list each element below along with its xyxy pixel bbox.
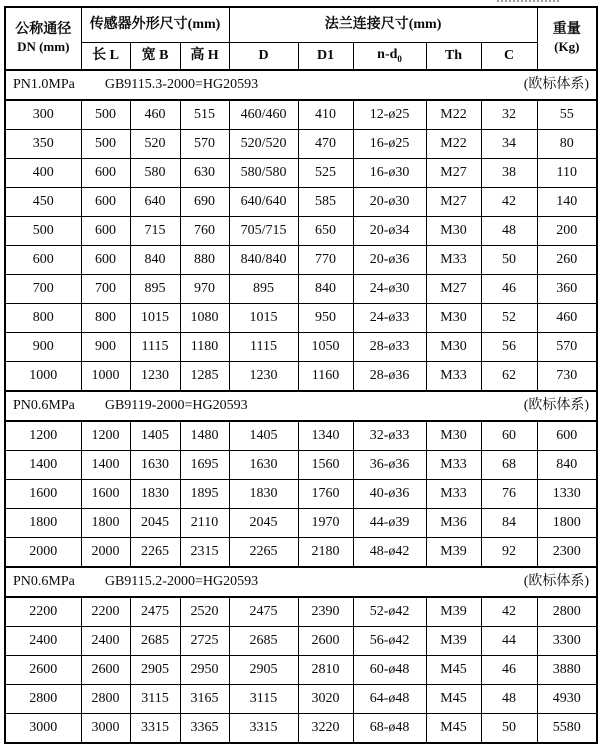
cell-thread-th: M45 — [426, 714, 481, 744]
pressure-rating-label: PN0.6MPa — [13, 397, 75, 413]
cell-thread-th: M30 — [426, 217, 481, 246]
cell-thread-th: M36 — [426, 509, 481, 538]
table-row — [5, 656, 597, 685]
cell-dn: 300 — [5, 100, 81, 130]
cell-weight: 730 — [537, 362, 597, 392]
cell-flange-d1: 585 — [298, 188, 353, 217]
cell-height-h: 515 — [180, 100, 229, 130]
cell-weight: 460 — [537, 304, 597, 333]
cell-length-l: 900 — [81, 333, 130, 362]
header-weight-unit: (Kg) — [554, 39, 580, 55]
cell-height-h: 1080 — [180, 304, 229, 333]
header-sensor-group: 传感器外形尺寸(mm) — [81, 7, 229, 43]
cell-flange-c: 44 — [481, 627, 537, 656]
header-flange-d: D — [229, 43, 298, 71]
cell-width-b: 520 — [130, 130, 180, 159]
cell-dn: 1600 — [5, 480, 81, 509]
standard-code-label: GB9119-2000=HG20593 — [104, 397, 248, 413]
clipped-content-fragment — [497, 0, 559, 5]
header-flange-c: C — [481, 43, 537, 71]
cell-flange-d1: 1050 — [298, 333, 353, 362]
cell-length-l: 2600 — [81, 656, 130, 685]
table-row — [5, 685, 597, 714]
cell-weight: 840 — [537, 451, 597, 480]
header-dn — [5, 7, 81, 70]
cell-dn: 2000 — [5, 538, 81, 568]
cell-bolt-holes: 44-ø39 — [353, 509, 426, 538]
header-width-b: 宽 B — [130, 43, 180, 71]
cell-flange-c: 56 — [481, 333, 537, 362]
cell-thread-th: M33 — [426, 362, 481, 392]
cell-flange-c: 50 — [481, 246, 537, 275]
cell-bolt-holes: 68-ø48 — [353, 714, 426, 744]
cell-weight: 2800 — [537, 597, 597, 627]
cell-length-l: 600 — [81, 159, 130, 188]
cell-flange-d: 1630 — [229, 451, 298, 480]
cell-weight: 260 — [537, 246, 597, 275]
cell-length-l: 1600 — [81, 480, 130, 509]
cell-height-h: 3165 — [180, 685, 229, 714]
cell-length-l: 500 — [81, 130, 130, 159]
header-bolt-holes: $n-d_0$ — [353, 43, 426, 71]
cell-length-l: 1200 — [81, 421, 130, 451]
cell-flange-c: 38 — [481, 159, 537, 188]
cell-length-l: 1000 — [81, 362, 130, 392]
cell-thread-th: M39 — [426, 627, 481, 656]
cell-thread-th: M27 — [426, 159, 481, 188]
cell-height-h: 880 — [180, 246, 229, 275]
cell-length-l: 1800 — [81, 509, 130, 538]
cell-bolt-holes: 12-ø25 — [353, 100, 426, 130]
cell-bolt-holes: 20-ø36 — [353, 246, 426, 275]
cell-flange-d: 3115 — [229, 685, 298, 714]
cell-thread-th: M30 — [426, 421, 481, 451]
cell-height-h: 2520 — [180, 597, 229, 627]
header-flange-group: 法兰连接尺寸(mm) — [229, 7, 537, 43]
cell-height-h: 3365 — [180, 714, 229, 744]
cell-length-l: 2000 — [81, 538, 130, 568]
cell-weight: 4930 — [537, 685, 597, 714]
cell-length-l: 500 — [81, 100, 130, 130]
cell-bolt-holes: 52-ø42 — [353, 597, 426, 627]
cell-thread-th: M27 — [426, 188, 481, 217]
table-row — [5, 597, 597, 627]
standard-system-label: (欧标体系) — [523, 573, 590, 589]
cell-width-b: 1405 — [130, 421, 180, 451]
cell-length-l: 2400 — [81, 627, 130, 656]
cell-length-l: 600 — [81, 188, 130, 217]
cell-flange-d1: 950 — [298, 304, 353, 333]
table-row — [5, 188, 597, 217]
cell-width-b: 460 — [130, 100, 180, 130]
cell-height-h: 970 — [180, 275, 229, 304]
cell-dn: 450 — [5, 188, 81, 217]
cell-flange-d1: 770 — [298, 246, 353, 275]
cell-thread-th: M33 — [426, 246, 481, 275]
standard-system-label: (欧标体系) — [523, 76, 590, 92]
cell-bolt-holes: 20-ø30 — [353, 188, 426, 217]
cell-bolt-holes: 16-ø30 — [353, 159, 426, 188]
cell-width-b: 840 — [130, 246, 180, 275]
table-row — [5, 509, 597, 538]
header-row-groups — [5, 7, 597, 43]
cell-flange-c: 46 — [481, 275, 537, 304]
table-row — [5, 246, 597, 275]
cell-flange-d: 1830 — [229, 480, 298, 509]
cell-flange-d1: 1760 — [298, 480, 353, 509]
cell-bolt-holes: 16-ø25 — [353, 130, 426, 159]
cell-flange-c: 48 — [481, 217, 537, 246]
table-row — [5, 538, 597, 568]
header-length-l: 长 L — [81, 43, 130, 71]
cell-flange-d: 1230 — [229, 362, 298, 392]
cell-dn: 350 — [5, 130, 81, 159]
cell-dn: 900 — [5, 333, 81, 362]
cell-weight: 5580 — [537, 714, 597, 744]
cell-weight: 360 — [537, 275, 597, 304]
cell-flange-c: 42 — [481, 188, 537, 217]
cell-thread-th: M22 — [426, 100, 481, 130]
header-weight-title: 重量 — [552, 22, 581, 38]
cell-width-b: 3115 — [130, 685, 180, 714]
cell-height-h: 690 — [180, 188, 229, 217]
cell-height-h: 1180 — [180, 333, 229, 362]
cell-width-b: 1115 — [130, 333, 180, 362]
cell-thread-th: M45 — [426, 685, 481, 714]
cell-flange-c: 32 — [481, 100, 537, 130]
table-row — [5, 275, 597, 304]
cell-flange-d: 1115 — [229, 333, 298, 362]
table-row — [5, 333, 597, 362]
cell-width-b: 2685 — [130, 627, 180, 656]
cell-bolt-holes: 40-ø36 — [353, 480, 426, 509]
cell-flange-d1: 1340 — [298, 421, 353, 451]
cell-flange-d: 2265 — [229, 538, 298, 568]
cell-flange-d: 895 — [229, 275, 298, 304]
cell-thread-th: M39 — [426, 597, 481, 627]
cell-height-h: 760 — [180, 217, 229, 246]
cell-thread-th: M39 — [426, 538, 481, 568]
cell-length-l: 3000 — [81, 714, 130, 744]
cell-weight: 55 — [537, 100, 597, 130]
cell-dn: 500 — [5, 217, 81, 246]
cell-flange-c: 50 — [481, 714, 537, 744]
cell-flange-c: 48 — [481, 685, 537, 714]
cell-dn: 2800 — [5, 685, 81, 714]
cell-length-l: 2800 — [81, 685, 130, 714]
cell-dn: 1000 — [5, 362, 81, 392]
cell-bolt-holes: 60-ø48 — [353, 656, 426, 685]
cell-weight: 80 — [537, 130, 597, 159]
cell-thread-th: M33 — [426, 451, 481, 480]
cell-height-h: 1895 — [180, 480, 229, 509]
cell-flange-d1: 2600 — [298, 627, 353, 656]
cell-flange-c: 62 — [481, 362, 537, 392]
cell-length-l: 1400 — [81, 451, 130, 480]
table-row — [5, 159, 597, 188]
cell-weight: 1330 — [537, 480, 597, 509]
cell-dn: 3000 — [5, 714, 81, 744]
table-row — [5, 304, 597, 333]
header-dn-unit: DN (mm) — [17, 39, 70, 55]
cell-bolt-holes: 56-ø42 — [353, 627, 426, 656]
cell-height-h: 570 — [180, 130, 229, 159]
cell-flange-c: 76 — [481, 480, 537, 509]
cell-flange-d: 1405 — [229, 421, 298, 451]
table-row — [5, 714, 597, 744]
cell-dn: 1400 — [5, 451, 81, 480]
cell-width-b: 2905 — [130, 656, 180, 685]
section-header-cell — [5, 567, 597, 597]
section-header-cell — [5, 70, 597, 100]
cell-flange-d: 2045 — [229, 509, 298, 538]
cell-thread-th: M30 — [426, 304, 481, 333]
cell-flange-d: 840/840 — [229, 246, 298, 275]
cell-flange-d: 1015 — [229, 304, 298, 333]
cell-flange-d: 580/580 — [229, 159, 298, 188]
cell-bolt-holes: 24-ø33 — [353, 304, 426, 333]
cell-flange-d1: 2180 — [298, 538, 353, 568]
cell-weight: 3300 — [537, 627, 597, 656]
header-height-h: 高 H — [180, 43, 229, 71]
cell-height-h: 1285 — [180, 362, 229, 392]
cell-flange-c: 52 — [481, 304, 537, 333]
cell-length-l: 600 — [81, 246, 130, 275]
cell-width-b: 1630 — [130, 451, 180, 480]
header-flange-d1: D1 — [298, 43, 353, 71]
table-row — [5, 362, 597, 392]
header-dn-title: 公称通径 — [15, 22, 72, 38]
cell-height-h: 2315 — [180, 538, 229, 568]
cell-flange-d1: 1560 — [298, 451, 353, 480]
cell-dn: 2400 — [5, 627, 81, 656]
standard-code-label: GB9115.2-2000=HG20593 — [104, 573, 259, 589]
cell-flange-d1: 1970 — [298, 509, 353, 538]
pressure-rating-label: PN1.0MPa — [13, 76, 75, 92]
cell-width-b: 715 — [130, 217, 180, 246]
cell-flange-c: 42 — [481, 597, 537, 627]
cell-flange-d1: 410 — [298, 100, 353, 130]
table-header — [5, 7, 597, 70]
cell-bolt-holes: 28-ø36 — [353, 362, 426, 392]
cell-flange-d: 2475 — [229, 597, 298, 627]
cell-width-b: 3315 — [130, 714, 180, 744]
table-row — [5, 627, 597, 656]
cell-flange-d1: 2390 — [298, 597, 353, 627]
cell-thread-th: M33 — [426, 480, 481, 509]
cell-height-h: 2725 — [180, 627, 229, 656]
section-header-row — [5, 391, 597, 421]
cell-weight: 3880 — [537, 656, 597, 685]
table-row — [5, 451, 597, 480]
cell-length-l: 800 — [81, 304, 130, 333]
cell-dn: 800 — [5, 304, 81, 333]
cell-flange-c: 34 — [481, 130, 537, 159]
cell-bolt-holes: 28-ø33 — [353, 333, 426, 362]
cell-flange-d1: 470 — [298, 130, 353, 159]
cell-dn: 600 — [5, 246, 81, 275]
cell-length-l: 2200 — [81, 597, 130, 627]
cell-dn: 2200 — [5, 597, 81, 627]
cell-flange-c: 84 — [481, 509, 537, 538]
cell-thread-th: M30 — [426, 333, 481, 362]
cell-flange-d1: 3020 — [298, 685, 353, 714]
cell-flange-d: 460/460 — [229, 100, 298, 130]
cell-bolt-holes: 64-ø48 — [353, 685, 426, 714]
cell-bolt-holes: 20-ø34 — [353, 217, 426, 246]
cell-height-h: 630 — [180, 159, 229, 188]
cell-thread-th: M45 — [426, 656, 481, 685]
cell-flange-d: 520/520 — [229, 130, 298, 159]
cell-height-h: 1695 — [180, 451, 229, 480]
cell-flange-d: 705/715 — [229, 217, 298, 246]
cell-length-l: 700 — [81, 275, 130, 304]
cell-height-h: 2110 — [180, 509, 229, 538]
cell-width-b: 2045 — [130, 509, 180, 538]
cell-flange-d: 2685 — [229, 627, 298, 656]
header-weight — [537, 7, 597, 70]
table-row — [5, 421, 597, 451]
cell-width-b: 1830 — [130, 480, 180, 509]
cell-width-b: 1015 — [130, 304, 180, 333]
pressure-rating-label: PN0.6MPa — [13, 573, 75, 589]
standard-system-label: (欧标体系) — [523, 397, 590, 413]
cell-flange-d1: 2810 — [298, 656, 353, 685]
cell-flange-c: 92 — [481, 538, 537, 568]
cell-bolt-holes: 36-ø36 — [353, 451, 426, 480]
cell-height-h: 2950 — [180, 656, 229, 685]
cell-weight: 2300 — [537, 538, 597, 568]
cell-height-h: 1480 — [180, 421, 229, 451]
flange-dimension-spec-table — [4, 6, 598, 744]
cell-flange-c: 68 — [481, 451, 537, 480]
cell-length-l: 600 — [81, 217, 130, 246]
cell-dn: 700 — [5, 275, 81, 304]
table-row — [5, 217, 597, 246]
standard-code-label: GB9115.3-2000=HG20593 — [104, 76, 259, 92]
cell-weight: 570 — [537, 333, 597, 362]
section-header-row — [5, 70, 597, 100]
cell-weight: 1800 — [537, 509, 597, 538]
cell-dn: 400 — [5, 159, 81, 188]
cell-flange-d: 640/640 — [229, 188, 298, 217]
cell-width-b: 2475 — [130, 597, 180, 627]
cell-flange-d1: 840 — [298, 275, 353, 304]
table-row — [5, 130, 597, 159]
cell-dn: 1200 — [5, 421, 81, 451]
cell-flange-d: 2905 — [229, 656, 298, 685]
cell-flange-d1: 1160 — [298, 362, 353, 392]
cell-flange-d: 3315 — [229, 714, 298, 744]
cell-bolt-holes: 24-ø30 — [353, 275, 426, 304]
cell-weight: 200 — [537, 217, 597, 246]
table-body — [5, 70, 597, 743]
cell-thread-th: M22 — [426, 130, 481, 159]
cell-flange-c: 60 — [481, 421, 537, 451]
table-row — [5, 480, 597, 509]
cell-bolt-holes: 32-ø33 — [353, 421, 426, 451]
cell-width-b: 895 — [130, 275, 180, 304]
section-header-row — [5, 567, 597, 597]
cell-width-b: 580 — [130, 159, 180, 188]
cell-width-b: 2265 — [130, 538, 180, 568]
cell-dn: 2600 — [5, 656, 81, 685]
cell-flange-c: 46 — [481, 656, 537, 685]
cell-width-b: 640 — [130, 188, 180, 217]
cell-dn: 1800 — [5, 509, 81, 538]
header-row-columns — [5, 43, 597, 71]
header-thread-th: Th — [426, 43, 481, 71]
cell-width-b: 1230 — [130, 362, 180, 392]
section-header-cell — [5, 391, 597, 421]
cell-weight: 600 — [537, 421, 597, 451]
cell-bolt-holes: 48-ø42 — [353, 538, 426, 568]
cell-flange-d1: 650 — [298, 217, 353, 246]
cell-weight: 110 — [537, 159, 597, 188]
cell-weight: 140 — [537, 188, 597, 217]
cell-thread-th: M27 — [426, 275, 481, 304]
cell-flange-d1: 3220 — [298, 714, 353, 744]
table-row — [5, 100, 597, 130]
cell-flange-d1: 525 — [298, 159, 353, 188]
